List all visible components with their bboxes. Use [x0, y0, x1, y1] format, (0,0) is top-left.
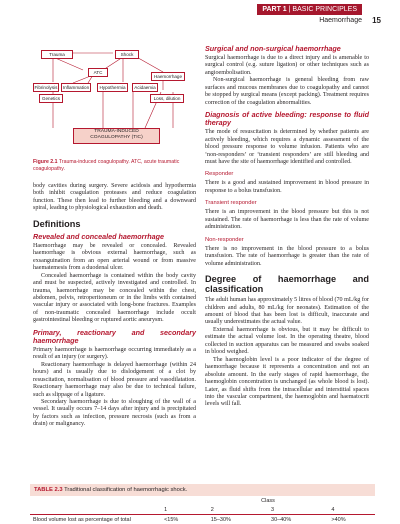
paragraph: There is an improvement in the blood pressure but this is not sustained. The rate of haemorrhage is less than the rate of volume administration. [205, 209, 369, 231]
table-cell [30, 505, 161, 515]
section-title: Haemorrhage [319, 17, 362, 24]
paragraph: Secondary haemorrhage is due to sloughing of the wall of a vessel. It usually occurs 7–14 days after injury and is precipitated by factors such as infection, pressure necrosis (such as from a drain) or malignancy. [33, 399, 196, 429]
hypothermia-box: Hypothermia [97, 83, 128, 92]
paragraph: There is a good and sustained improvement in blood pressure in response to a bolus transfusion. [205, 180, 369, 195]
table-row [30, 496, 375, 505]
part-badge [257, 4, 362, 15]
figure-caption-label: Figure 2.1 [33, 159, 58, 165]
table-header-cell: 4 [328, 505, 375, 515]
paragraph: Surgical haemorrhage is due to a direct injury and is amenable to surgical control (e.g. suture ligation) or other techniques such as angioembolisation. [205, 55, 369, 77]
table-caption [30, 484, 375, 496]
paragraph: body cavities during surgery. Severe acidosis and hypothermia both inhibit coagulation proteases and reduce coagulation function. These then lead to further bleeding and a downward spiral, leading to physiological exhaustion and death. [33, 183, 196, 213]
table-cell: <15% [161, 515, 208, 524]
table-header-cell: 1 [161, 505, 208, 515]
table-caption-label: TABLE 2.3 [34, 487, 63, 493]
table-header-class: Class [161, 496, 375, 505]
inflammation-box: Inflammation [61, 83, 91, 92]
table-cell: 30–40% [268, 515, 328, 524]
heading-transient-responder: Transient responder [205, 200, 369, 207]
genetics-box: Genetics [39, 94, 63, 103]
table-header-cell: 3 [268, 505, 328, 515]
right-column [205, 45, 369, 409]
part-label: PART 1 [262, 6, 286, 13]
table-row-label: Blood volume lost as percentage of total [30, 515, 161, 524]
tic-line1: TRAUMA-INDUCED [74, 129, 159, 135]
atc-box: ATC [88, 68, 108, 77]
table-cell: 15–30% [208, 515, 268, 524]
figure-caption-text: Trauma-induced coagulopathy. ATC, acute traumatic coagulopathy. [33, 159, 179, 172]
heading-surgical: Surgical and non-surgical haemorrhage [205, 45, 369, 53]
haemorrhage-box: Haemorrhage [151, 72, 185, 81]
loss-dilution-box: Loss, dilution [150, 94, 184, 103]
paragraph: External haemorrhage is obvious, but it may be difficult to estimate the actual volume lost. In the operating theatre, blood collected in suction apparatus can be measured and swabs soaked in blood weighed. [205, 327, 369, 357]
paragraph: Primary haemorrhage is haemorrhage occurring immediately as a result of an injury (or surgery). [33, 347, 196, 362]
fibrinolysis-box: Fibrinolysis [33, 83, 59, 92]
tic-diagram [33, 48, 198, 155]
left-column [33, 183, 196, 429]
acidaemia-box: Acidaemia [132, 83, 158, 92]
heading-diagnosis: Diagnosis of active bleeding: response to fluid therapy [205, 111, 369, 127]
paragraph: The adult human has approximately 5 litres of blood (70 mL/kg for children and adults, 80 mL/kg for neonates). Estimation of the amount of blood that has been lost is difficult, inaccurate and usually underestimates the actual value. [205, 297, 369, 327]
table-cell: >40% [328, 515, 375, 524]
paragraph: The mode of resuscitation is determined by whether patients are actively bleeding, which requires a dynamic assessment of the blood pressure response to volume infusion. Patients who are ‘non-responders’ or ‘transient responders’ are still bleeding and must have the site of haemorrhage identified and controlled. [205, 129, 369, 166]
paragraph: Concealed haemorrhage is contained within the body cavity and must be suspected, actively investigated and controlled. In trauma, haemorrhage may be concealed within the chest, abdomen, pelvis, retroperitoneum or in the limbs with contained vascular injury or associated with long-bone fractures. Examples of non-traumatic concealed haemorrhage include occult gastrointestinal bleeding or ruptured aortic aneurysm. [33, 273, 196, 325]
heading-primary-reactionary: Primary, reactionary and secondary haemorrhage [33, 329, 196, 345]
trauma-box: Trauma [41, 50, 73, 59]
paragraph: The haemoglobin level is a poor indicator of the degree of haemorrhage because it represents a concentration and not an absolute amount. In the early stages of rapid haemorrhage, the haemoglobin concentration is unchanged (as whole blood is lost). Later, as fluid shifts from the intracellular and interstitial spaces into the vascular compartment, the haemoglobin and haematocrit levels will fall. [205, 357, 369, 409]
paragraph: There is no improvement in the blood pressure to a bolus transfusion. The rate of haemorrhage is greater than the rate of volume administration. [205, 246, 369, 268]
tic-line2: COAGULOPATHY (TIC) [74, 135, 159, 141]
figure-caption [33, 159, 198, 172]
heading-responder: Responder [205, 171, 369, 178]
paragraph: Reactionary haemorrhage is delayed haemorrhage (within 24 hours) and is usually due to dislodgement of a clot by resuscitation, normalisation of blood pressure and vasodilatation. Reactionary haemorrhage may also be due to technical failure, such as slippage of a ligature. [33, 362, 196, 399]
heading-definitions: Definitions [33, 219, 196, 229]
running-header [0, 0, 400, 28]
table-caption-text: Traditional classification of haemorrhagic shock. [63, 487, 188, 493]
tic-box [73, 128, 160, 144]
heading-non-responder: Non-responder [205, 237, 369, 244]
heading-degree: Degree of haemorrhage and classification [205, 274, 369, 294]
table [30, 496, 375, 524]
table-row [30, 505, 375, 515]
paragraph: Haemorrhage may be revealed or concealed. Revealed haemorrhage is obvious external haemorrhage, such as exsanguination from an open arterial wound or from massive haematemesis from a duodenal ulcer. [33, 243, 196, 273]
part-title: BASIC PRINCIPLES [292, 6, 357, 13]
table-header-cell: 2 [208, 505, 268, 515]
paragraph: Non-surgical haemorrhage is general bleeding from raw surfaces and mucous membranes due to coagulopathy and cannot be stopped by surgical means (except packing). Treatment requires correction of the coagulation abnormalities. [205, 77, 369, 107]
shock-box: Shock [115, 50, 139, 59]
haemorrhage-class-table [30, 484, 375, 524]
part-separator: | [287, 6, 293, 13]
page-number: 15 [372, 16, 381, 25]
heading-revealed-concealed: Revealed and concealed haemorrhage [33, 233, 196, 241]
table-cell [30, 496, 161, 505]
